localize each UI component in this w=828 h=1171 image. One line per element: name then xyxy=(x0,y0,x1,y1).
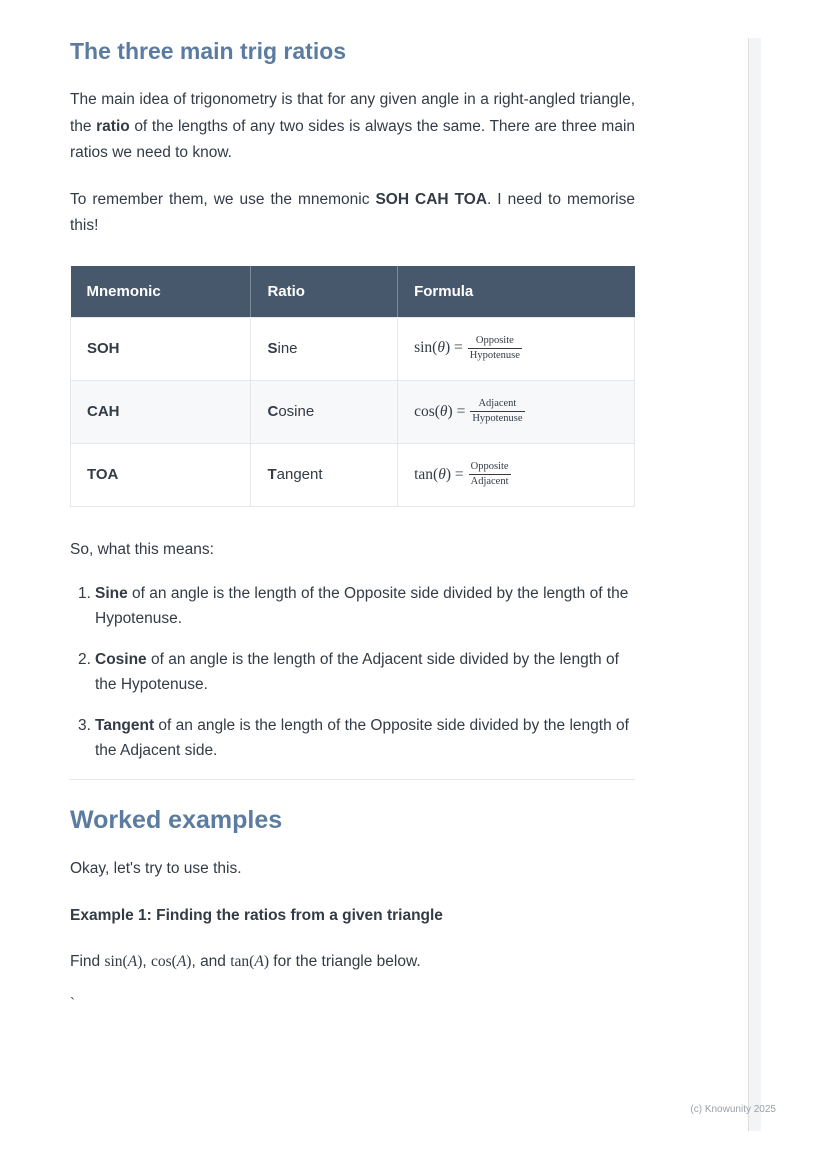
fraction xyxy=(470,398,524,426)
ratio-rest: ine xyxy=(277,340,298,358)
cell-ratio xyxy=(251,380,398,443)
math-func: sin( xyxy=(104,952,128,970)
list-number: 1. xyxy=(78,585,91,603)
meaning-list xyxy=(78,581,635,763)
formula-func: sin( xyxy=(414,339,438,357)
math-var-a: A xyxy=(176,952,187,970)
ratio-first-letter: C xyxy=(267,403,279,421)
cell-formula xyxy=(398,380,635,443)
cell-ratio xyxy=(251,443,398,506)
formula-equals: ) = xyxy=(447,402,466,420)
list-number: 3. xyxy=(78,717,91,735)
math-tan-a xyxy=(230,953,269,970)
fraction-numerator: Opposite xyxy=(469,461,511,476)
table-row xyxy=(71,380,635,443)
table-header-ratio: Ratio xyxy=(251,266,398,318)
math-close: ) xyxy=(137,952,143,970)
paragraph-text: of the lengths of any two sides is always the same. There are three main ratios we need to know. xyxy=(70,117,636,161)
formula-theta: θ xyxy=(439,402,448,420)
paragraph-main-idea xyxy=(70,87,635,167)
list-item-rest: of an angle is the length of the Adjacent side divided by the length of the Hypotenuse. xyxy=(95,651,619,694)
math-func: cos( xyxy=(150,952,177,970)
list-item-term: Tangent xyxy=(95,717,155,735)
bold-soh-cah-toa: SOH CAH TOA xyxy=(375,190,488,208)
find-text: for the triangle below. xyxy=(268,952,421,970)
paragraph-text: To remember them, we use the mnemonic xyxy=(70,190,376,208)
formula-theta: θ xyxy=(437,339,445,357)
math-sin-a xyxy=(104,953,142,970)
example-1-heading: Example 1: Finding the ratios from a given triangle xyxy=(70,906,443,924)
bold-ratio: ratio xyxy=(96,117,130,135)
formula-func: tan( xyxy=(414,465,439,483)
stray-backtick: ` xyxy=(70,994,75,1012)
section-divider xyxy=(70,779,635,780)
ratio-first-letter: T xyxy=(267,466,277,484)
find-text: , and xyxy=(191,952,231,970)
paragraph-text: . I need to memorise this! xyxy=(70,190,635,234)
fraction-denominator: Adjacent xyxy=(470,476,509,488)
formula-cos xyxy=(414,397,524,425)
find-text: , xyxy=(142,952,151,970)
fraction xyxy=(469,461,511,489)
table-row xyxy=(71,443,635,506)
cell-mnemonic: TOA xyxy=(71,443,251,506)
cell-mnemonic: CAH xyxy=(71,380,251,443)
meaning-intro: So, what this means: xyxy=(70,541,214,559)
formula-equals: ) = xyxy=(444,339,463,357)
table-header-formula: Formula xyxy=(398,266,635,318)
paragraph-text: The main idea of trigonometry is that for any given angle in a right-angled triangle, the xyxy=(70,91,635,135)
list-item-term: Cosine xyxy=(95,651,147,669)
trig-ratios-table xyxy=(70,266,635,508)
table-row xyxy=(71,317,635,380)
list-item-text xyxy=(95,713,635,763)
math-var-a: A xyxy=(254,952,264,970)
ratio-rest: angent xyxy=(276,466,323,484)
cell-ratio xyxy=(251,317,398,380)
math-func: tan( xyxy=(230,952,255,970)
formula-tan xyxy=(414,460,510,488)
section-title-trig-ratios: The three main trig ratios xyxy=(70,38,347,64)
math-close: ) xyxy=(186,952,192,970)
list-item-rest: of an angle is the length of the Opposite side divided by the length of the Adjacent side. xyxy=(95,717,629,760)
list-item-term: Sine xyxy=(95,585,128,603)
list-item-text xyxy=(95,647,635,697)
ratio-first-letter: S xyxy=(267,340,278,358)
paragraph-mnemonic xyxy=(70,187,635,240)
table-header xyxy=(71,266,635,318)
cell-formula xyxy=(398,317,635,380)
math-cos-a xyxy=(151,953,191,970)
list-item-rest: of an angle is the length of the Opposite side divided by the length of the Hypotenuse. xyxy=(95,585,629,628)
list-item-text xyxy=(95,581,635,631)
math-var-a: A xyxy=(127,952,138,970)
formula-func: cos( xyxy=(414,402,440,420)
document-content xyxy=(70,38,635,1012)
cell-mnemonic: SOH xyxy=(71,317,251,380)
list-item xyxy=(78,647,635,697)
copyright-notice: (c) Knowunity 2025 xyxy=(690,1104,776,1115)
ratio-rest: osine xyxy=(278,403,315,421)
fraction-numerator: Opposite xyxy=(468,335,522,350)
cell-formula xyxy=(398,443,635,506)
find-ratios-line xyxy=(70,949,635,975)
fraction-denominator: Hypotenuse xyxy=(469,350,520,362)
list-number: 2. xyxy=(78,651,91,669)
formula-sin xyxy=(414,334,522,362)
section-title-worked-examples: Worked examples xyxy=(70,806,283,835)
table-header-mnemonic: Mnemonic xyxy=(71,266,251,318)
list-item xyxy=(78,581,635,631)
fraction-numerator: Adjacent xyxy=(470,398,524,413)
fraction xyxy=(468,335,522,363)
formula-equals: ) = xyxy=(445,465,464,483)
list-item xyxy=(78,713,635,763)
fraction-denominator: Hypotenuse xyxy=(472,413,523,425)
math-close: ) xyxy=(263,952,269,970)
formula-theta: θ xyxy=(438,465,446,483)
scrollbar-track[interactable] xyxy=(748,38,761,1131)
find-text: Find xyxy=(70,952,105,970)
paragraph-okay: Okay, let's try to use this. xyxy=(70,860,242,878)
